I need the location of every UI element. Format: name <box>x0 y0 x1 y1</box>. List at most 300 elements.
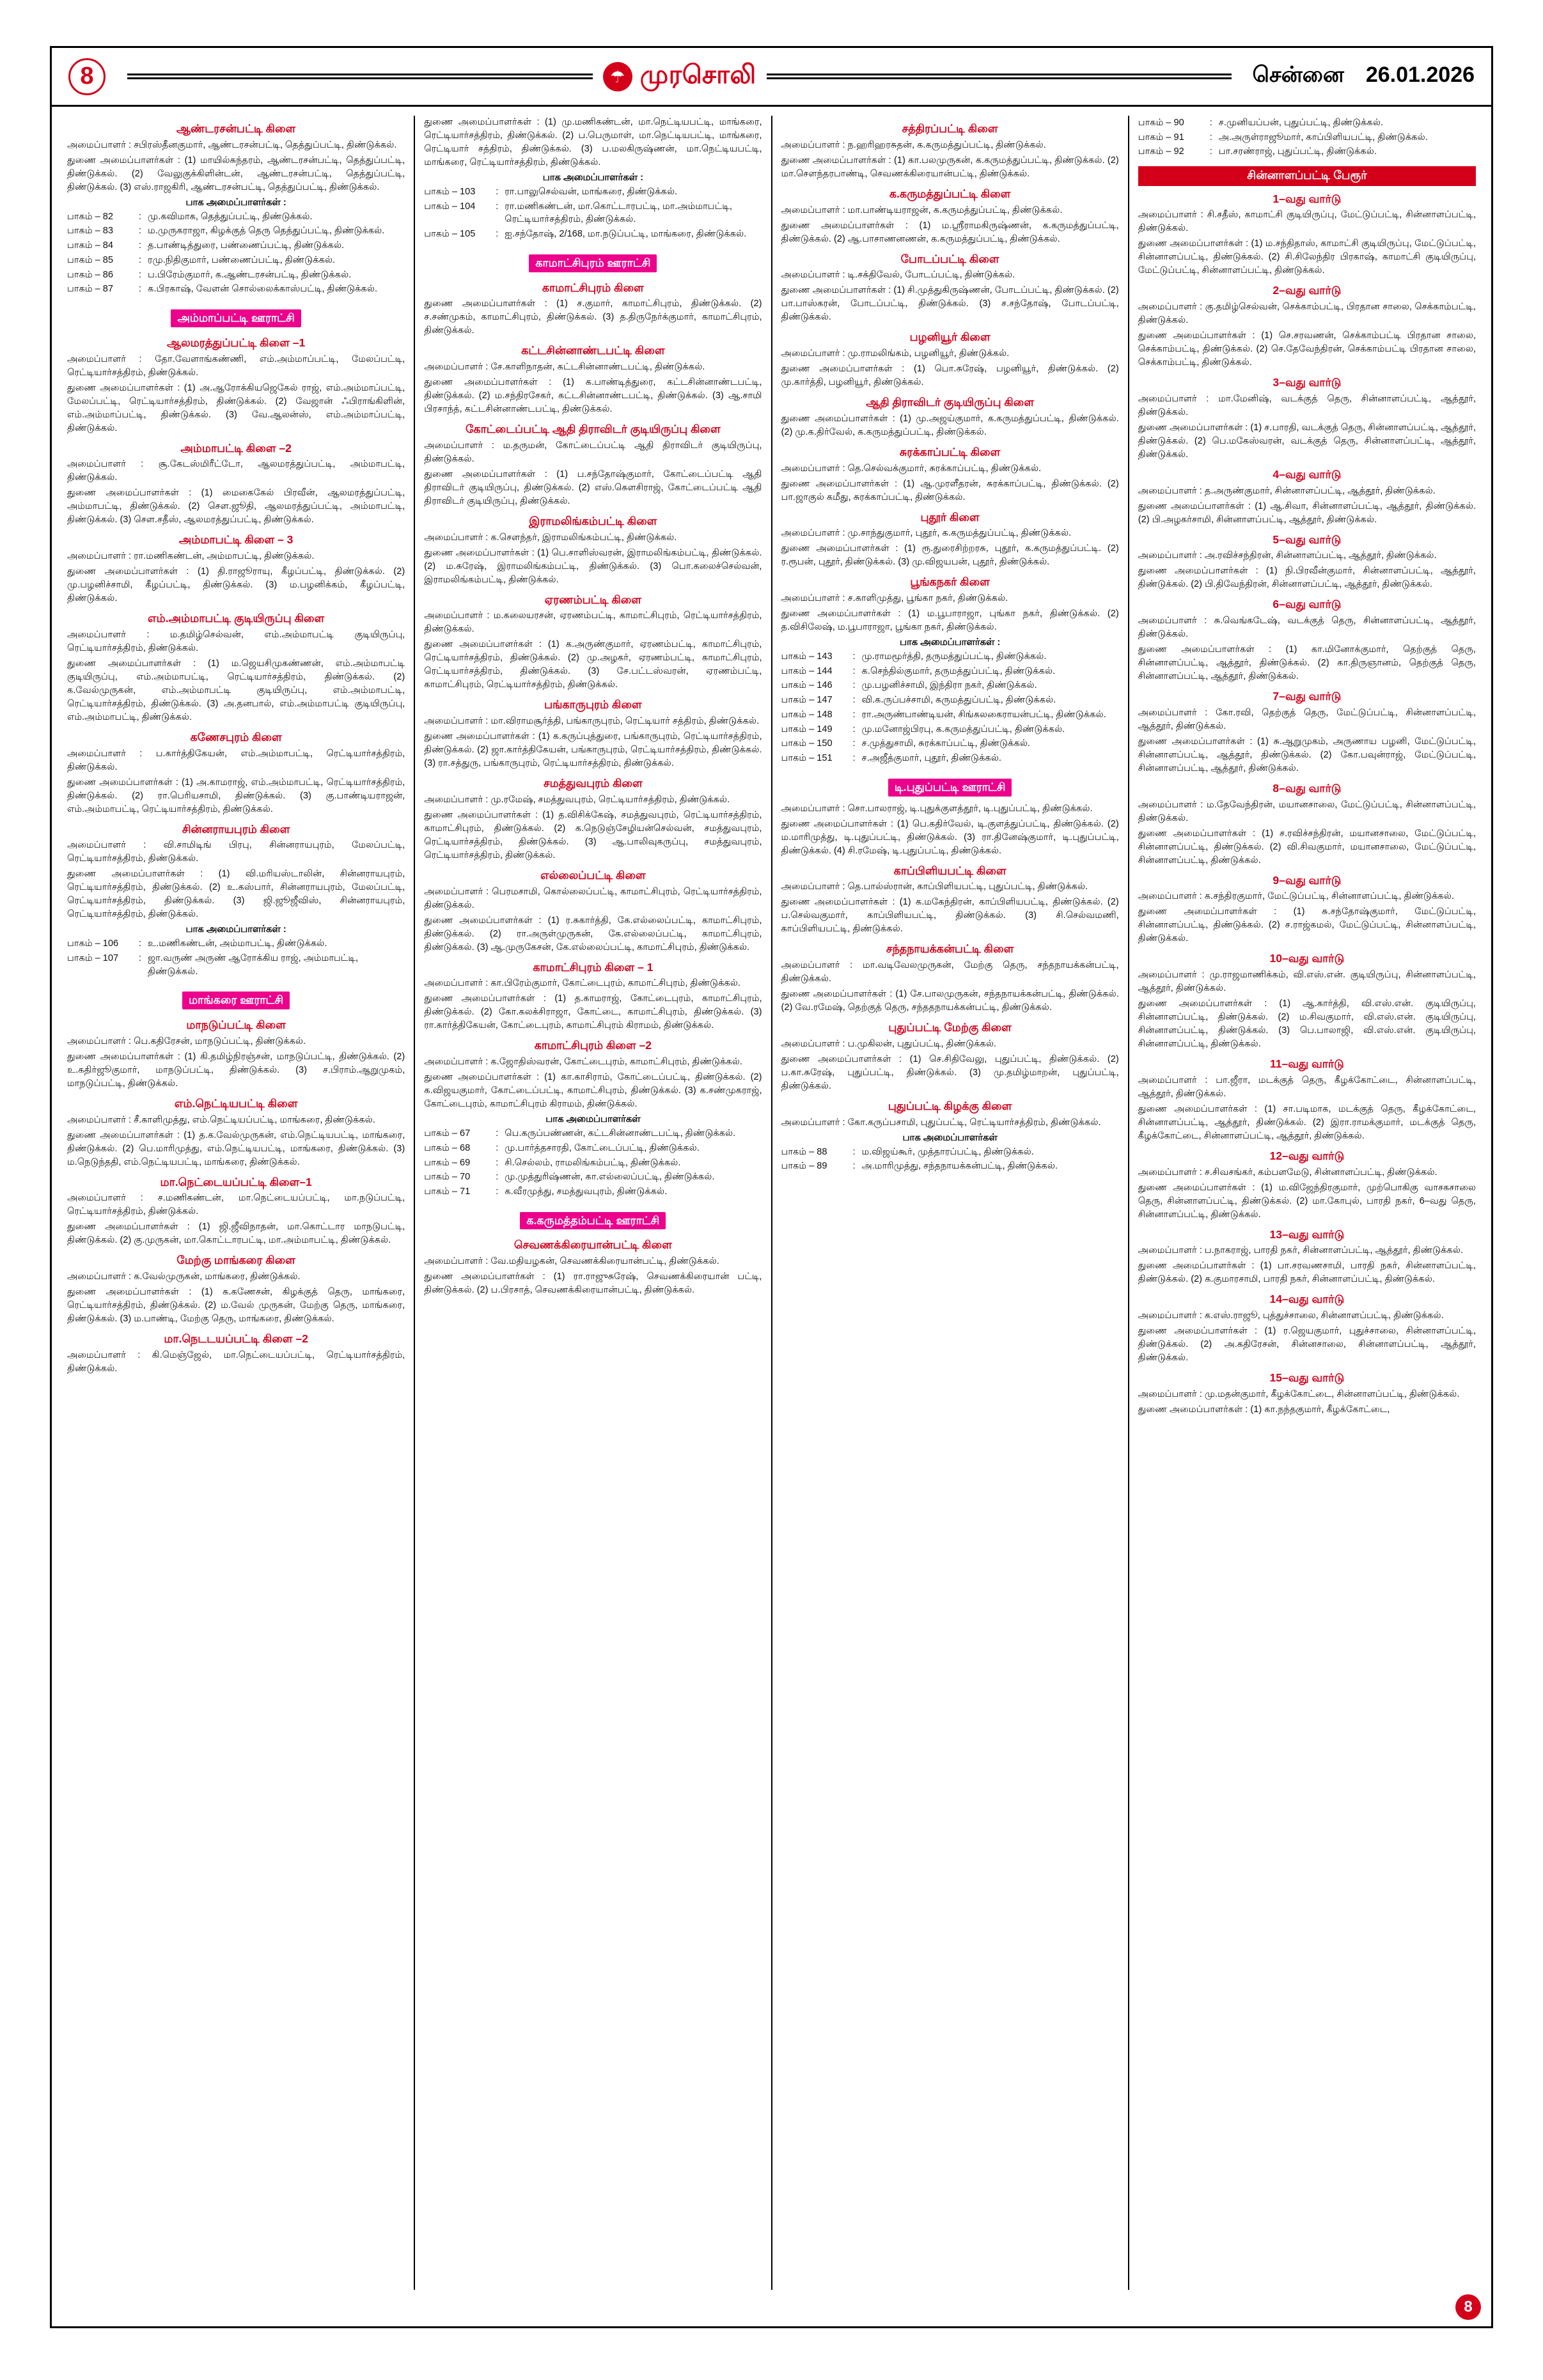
body-paragraph: அமைப்பாளர் : ம.கலையரசன், ஏரணம்பட்டி, காமாட்சிபுரம், ரெட்டியார்சத்திரம், திண்டுக்கல். <box>424 611 762 635</box>
edition-info <box>1252 63 1475 90</box>
table-row <box>424 1142 762 1156</box>
organiser-name-cell: மு.முத்துரிஷ்ணன், கா.எல்லைப்பட்டி, திண்டுக்கல். <box>505 1172 715 1183</box>
section-heading: சத்திரப்பட்டி கிளை <box>902 122 998 135</box>
colon-cell: : <box>139 211 142 222</box>
ward-number-cell: பாகம் – 87 <box>67 284 114 295</box>
body-paragraph: துணை அமைப்பாளர்கள் : (1) க.அருண்குமார், ஏரணம்பட்டி, காமாட்சிபுரம், ரெட்டியார்சத்திரம், திண்டுக்கல். (2) மு.அழகர், ஏரணம்பட்டி, காமாட்சிபுரம், ரெட்டியார்சத்திரம், திண்டுக்கல். (3) சே.பட்டஸ்வரன், ஏரணம்பட்டி, காமாட்சிபுரம், ரெட்டியார்சத்திரம், திண்டுக்கல். <box>424 639 762 690</box>
table-row <box>67 210 405 225</box>
colon-cell: : <box>852 680 856 691</box>
body-paragraph: அமைப்பாளர் : கா.பிரேம்குமார், கோட்டைபுரம், காமாட்சிபுரம், திண்டுக்கல். <box>424 978 740 989</box>
ward-number-cell: பாகம் – 83 <box>67 226 114 237</box>
masthead-rule-left <box>127 74 593 79</box>
organiser-name-cell: உ.மணிகண்டன், அம்மாபட்டி, திண்டுக்கல். <box>148 938 327 949</box>
section-heading: கோட்டைப்பட்டி ஆதி திராவிடர் குடியிருப்பு கிளை <box>465 423 721 436</box>
publication-title: முரசொலி <box>639 60 756 89</box>
section-heading: 3–வது வார்டு <box>1273 376 1342 389</box>
colon-cell: : <box>139 226 142 237</box>
body-paragraph: அமைப்பாளர் : கோ.ரவி, தெற்குத் தெரு, மேட்டுப்பட்டி, சின்னாளப்பட்டி, ஆத்தூர், திண்டுக்கல். <box>1138 707 1476 731</box>
table-row <box>1138 131 1476 146</box>
ward-organiser-table <box>424 1127 762 1200</box>
body-paragraph: அமைப்பாளர் : தெ.பால்ஸ்ரான், காப்பிளியபட்டி, புதுப்பட்டி, திண்டுக்கல். <box>781 882 1088 892</box>
body-paragraph: அமைப்பாளர் : தெ.செல்வக்குமார், சுரக்காப்பட்டி, திண்டுக்கல். <box>781 463 1042 474</box>
section-heading: புதுப்பட்டி கிழக்கு கிளை <box>888 1099 1012 1112</box>
organiser-name-cell: ப.பிரேம்குமார், க.ஆண்டரசன்பட்டி, திண்டுக்கல். <box>148 269 352 280</box>
body-paragraph: அமைப்பாளர் : சூ.கேடஸ்மிரீட்டோ, ஆலமரத்துப்பட்டி, அம்மாபட்டி, திண்டுக்கல். <box>67 459 405 483</box>
body-paragraph: அமைப்பாளர் : மு.சாந்துகுமார், புதூர், க.கருமத்துப்பட்டி, திண்டுக்கல். <box>781 528 1072 539</box>
body-paragraph: துணை அமைப்பாளர்கள் : (1) க.கருப்புத்துரை, பங்காருபுரம், ரெட்டியார்சத்திரம், திண்டுக்கல். (2) ஜா.கார்த்திகேயன், பங்காருபுரம், ரெட்டியார்சத்திரம், திண்டுக்கல். (3) ரா.சத்துரு, பங்காருபுரம், ரெட்டியார்சத்திரம், திண்டுக்கல். <box>424 731 762 769</box>
body-paragraph: துணை அமைப்பாளர்கள் : (1) க.கணேசன், கிழக்குத் தெரு, மாங்கரை, ரெட்டியார்சத்திரம், திண்டுக்கல். (2) ம.வேல் முருகன், மேற்கு தெரு, மாங்கரை, திண்டுக்கல். (3) ம.பாண்டி, மேற்கு தெரு, மாங்கரை, திண்டுக்கல். <box>67 1287 405 1325</box>
body-paragraph: அமைப்பாளர் : மு.ராஜமாணிக்கம், வி.எஸ்.என். குடியிருப்பு, சின்னாளப்பட்டி, ஆத்தூர், திண்டுக்கல். <box>1138 970 1476 994</box>
body-paragraph: அமைப்பாளர் : வே.மதியழகன், செவணக்கிரையான்பட்டி, திண்டுக்கல். <box>424 1256 719 1267</box>
panchayat-heading-wrap <box>424 1206 762 1233</box>
table-row <box>67 937 405 952</box>
masthead-rule-right <box>767 74 1232 79</box>
organiser-name-cell: மு.கவிமாக, தெத்துப்பட்டி, திண்டுக்கல். <box>148 211 313 222</box>
section-heading: 14–வது வார்டு <box>1269 1293 1345 1306</box>
table-row <box>67 224 405 239</box>
section-heading: 8–வது வார்டு <box>1273 781 1342 795</box>
body-paragraph: துணை அமைப்பாளர்கள் : (1) செ.சிதிவேலு, புதுப்பட்டி, திண்டுக்கல். (2) ப.கா.சுரேஷ், புதுப்பட்டி, திண்டுக்கல். (3) மு.தமிழ்மாறன், புதுப்பட்டி, திண்டுக்கல். <box>781 1054 1119 1091</box>
table-row <box>781 708 1119 723</box>
section-heading: பழனியூர் கிளை <box>909 331 991 344</box>
edition-city: சென்னை <box>1252 63 1344 87</box>
ward-number-cell: பாகம் – 150 <box>781 738 833 749</box>
table-row <box>1138 116 1476 131</box>
table-row <box>424 185 762 200</box>
section-heading: மாநடுப்பட்டி கிளை <box>186 1018 286 1032</box>
body-paragraph: துணை அமைப்பாளர்கள் : (1) செ.சரவணன், செக்காம்பட்டி பிரதான சாலை, செக்காம்பட்டி, திண்டுக்கல். (2) செ.தேவேந்திரன், செக்காம்பட்டி பிரதான சாலை, செக்காம்பட்டி, திண்டுக்கல். <box>1138 331 1476 368</box>
table-row <box>424 1171 762 1185</box>
body-paragraph: அமைப்பாளர் : சீ.காளிமுத்து, எம்.நெட்டியப்பட்டி, மாங்கரை, திண்டுக்கல். <box>67 1114 375 1125</box>
body-paragraph: அமைப்பாளர் : கி.மெஞ்ஜேல், மா.நெட்டையப்பட்டி, ரெட்டியார்சத்திரம், திண்டுக்கல். <box>67 1349 405 1374</box>
column-4 <box>1128 116 1485 2290</box>
colon-cell: : <box>852 724 856 735</box>
ward-number-cell: பாகம் – 92 <box>1138 146 1184 157</box>
organiser-name-cell: அ.மாரிமுத்து, சந்தநாயக்கன்பட்டி, திண்டுக்கல். <box>861 1161 1058 1172</box>
body-paragraph: துணை அமைப்பாளர்கள் : (1) மாயில்சுந்தரம், ஆண்டரசன்பட்டி, தெத்துப்பட்டி, திண்டுக்கல். (2) வேலுகுக்கிளின்டன், ஆண்டரசன்பட்டி, தெத்துப்பட்டி, திண்டுக்கல். (3) எஸ்.ராஜகிரி, ஆண்டரசன்பட்டி, தெத்துப்பட்டி, திண்டுக்கல். <box>67 155 405 192</box>
ward-organiser-table <box>67 210 405 297</box>
colon-cell: : <box>1209 146 1212 157</box>
table-row <box>424 1156 762 1171</box>
masthead <box>52 48 1491 107</box>
table-row <box>67 283 405 297</box>
body-paragraph: அமைப்பாளர் : சு.வெங்கடேஷ், வடக்குத் தெரு, சின்னாளப்பட்டி, ஆத்தூர், திண்டுக்கல். <box>1138 616 1476 640</box>
table-row <box>67 254 405 268</box>
body-paragraph: துணை அமைப்பாளர்கள் : (1) வி.மரியஸ்டாலின், சின்னராயபுரம், ரெட்டியார்சத்திரம், திண்டுக்கல். (2) உ.கஸ்பார், சின்னராயபுரம், மேலப்பட்டி, ரெட்டியார்சத்திரம், திண்டுக்கல். (3) ஜி.ஜூஜீவிஸ், சின்னராயபுரம், ரெட்டியார்சத்திரம், திண்டுக்கல். <box>67 869 405 920</box>
organiser-name-cell: மு.பார்த்தசாரதி, கோட்டைப்பட்டி, திண்டுக்கல். <box>505 1142 700 1153</box>
section-heading: 5–வது வார்டு <box>1273 533 1342 546</box>
colon-cell: : <box>496 1128 499 1139</box>
ward-number-cell: பாகம் – 86 <box>67 269 114 280</box>
body-paragraph: துணை அமைப்பாளர்கள் : (1) ச.பாரதி, வடக்குத் தெரு, சின்னாளப்பட்டி, ஆத்தூர், திண்டுக்கல். (2) பெ.மகேஸ்வரன், வடக்குத் தெரு, சின்னாளப்பட்டி, ஆத்தூர், திண்டுக்கல். <box>1138 422 1476 460</box>
body-paragraph: துணை அமைப்பாளர்கள் : (1) சே.பாலமுருகன், சந்தநாயக்கன்பட்டி, திண்டுக்கல். (2) வே.ரமேஷ், தெற்குத் தெரு, சந்ததநாயக்கன்பட்டி, திண்டுக்கல். <box>781 989 1119 1013</box>
organiser-name-cell: ஐ.சந்தோஷ், 2/168, மா.நடுப்பட்டி, மாங்கரை, திண்டுக்கல். <box>505 229 747 240</box>
organiser-name-cell: வி.க.ருப்பச்சாமி, கருமத்துப்பட்டி, திண்டுக்கல். <box>861 695 1056 706</box>
organiser-name-cell: ரா.மணிகண்டன், மா.கொட்டாரபட்டி, மா.அம்மாபட்டி, ரெட்டியார்சத்திரம், திண்டுக்கல். <box>505 201 732 225</box>
table-row <box>67 952 405 979</box>
colon-cell: : <box>139 240 142 251</box>
body-paragraph: துணை அமைப்பாளர்கள் : (1) கா.மினோக்குமார், தெற்குத் தெரு, சின்னாளப்பட்டி, ஆத்தூர், திண்டுக்கல். (2) கா.திருஞானம், தெற்குத் தெரு, சின்னாளப்பட்டி, ஆத்தூர், திண்டுக்கல். <box>1138 644 1476 682</box>
body-paragraph: அமைப்பாளர் : க.ஜோதிஸ்வரன், கோட்டைபுரம், காமாட்சிபுரம், திண்டுக்கல். <box>424 1057 742 1068</box>
footer-page-number: 8 <box>1455 2294 1481 2320</box>
ward-number-cell: பாகம் – 147 <box>781 695 833 706</box>
body-paragraph: துணை அமைப்பாளர்கள் : (1) த.காமராஜ், கோட்டைபுரம், காமாட்சிபுரம், திண்டுக்கல். (2) கோ.கலக்சிராஜா, கோட்டை, காமாட்சிபுரம், திண்டுக்கல். (3) ரா.கார்த்திகேயன், கோட்டைபுரம், காமாட்சிபுரம் கிராமம், திண்டுக்கல். <box>424 993 762 1031</box>
ward-number-cell: பாகம் – 144 <box>781 665 833 676</box>
body-paragraph: துணை அமைப்பாளர்கள் : (1) க.பாண்டித்துரை, கட்டசின்னாண்டபட்டி, திண்டுக்கல். (2) ம.சந்திரசேகர், கட்டசின்னாண்டபட்டி, திண்டுக்கல். (3) ஆ.சாமி பிரசாந்த், கட்டசின்னாண்டபட்டி, திண்டுக்கல். <box>424 377 762 415</box>
section-heading: ஏரணம்பட்டி கிளை <box>544 593 642 606</box>
section-heading: பங்காருபுரம் கிளை <box>544 698 642 712</box>
body-paragraph: அமைப்பாளர் : ச.காளிமுத்து, பூங்கா நகர், திண்டுக்கல். <box>781 593 1008 603</box>
ward-number-cell: பாகம் – 88 <box>781 1146 827 1157</box>
ward-number-cell: பாகம் – 71 <box>424 1186 471 1197</box>
organiser-name-cell: ம.முருகராஜா, கிழக்குத் தெரு தெத்துப்பட்டி, திண்டுக்கல். <box>148 226 385 237</box>
table-row <box>67 239 405 254</box>
organiser-name-cell: பா.சரண்ராஜ், புதுப்பட்டி, திண்டுக்கல். <box>1218 146 1377 157</box>
colon-cell: : <box>1209 118 1212 128</box>
organiser-name-cell: மு.ராமமூர்த்தி, தருமத்துப்பட்டி, திண்டுக்கல். <box>861 651 1047 662</box>
ward-number-cell: பாகம் – 149 <box>781 724 833 735</box>
body-paragraph: அமைப்பாளர் : ம.தேவேந்திரன், மயானசாலை, மேட்டுப்பட்டி, சின்னாளப்பட்டி, திண்டுக்கல். <box>1138 799 1476 823</box>
page-number-badge: 8 <box>68 58 106 95</box>
newspaper-page <box>50 46 1493 2328</box>
table-row <box>781 723 1119 738</box>
section-heading: 12–வது வார்டு <box>1269 1149 1345 1162</box>
section-heading: எம்.அம்மாபட்டி குடியிருப்பு கிளை <box>148 612 325 625</box>
colon-cell: : <box>852 1146 856 1157</box>
organiser-name-cell: மு.மனோஜ்பிரபு, க.கருமத்துப்பட்டி, திண்டுக்கல். <box>861 724 1065 735</box>
colon-cell: : <box>852 753 856 764</box>
ward-number-cell: பாகம் – 148 <box>781 709 833 720</box>
body-paragraph: துணை அமைப்பாளர்கள் : (1) நி.பிரவீன்குமார், சின்னாளப்பட்டி, ஆத்தூர், திண்டுக்கல். (2) பி.திவேந்திரன், சின்னாளப்பட்டி, ஆத்தூர், திண்டுக்கல். <box>1138 566 1476 590</box>
section-heading: புதுப்பட்டி மேற்கு கிளை <box>888 1021 1012 1034</box>
ward-number-cell: பாகம் – 90 <box>1138 118 1184 128</box>
panchayat-heading-wrap <box>781 773 1119 799</box>
body-paragraph: அமைப்பாளர் : மா.விராமசூர்த்தி, பங்காருபுரம், ரெட்டியார் சத்திரம், திண்டுக்கல். <box>424 716 760 727</box>
organiser-name-cell: ம.விஜய்கூர், முத்தாரப்பட்டி, திண்டுக்கல். <box>861 1146 1034 1157</box>
ward-number-cell: பாகம் – 146 <box>781 680 833 691</box>
body-paragraph: துணை அமைப்பாளர்கள் : (1) மைகைகேல் பிரவீன், ஆலமரத்துப்பட்டி, அம்மாபட்டி, திண்டுக்கல். (2) சௌ.ஜூதி, ஆலமரத்துப்பட்டி, அம்மாபட்டி, திண்டுக்கல். (3) சௌ.சதீஸ், ஆலமரத்துப்பட்டி, திண்டுக்கல். <box>67 488 405 525</box>
table-row <box>424 1185 762 1200</box>
section-heading: செவணக்கிரையான்பட்டி கிளை <box>513 1238 672 1252</box>
body-paragraph: துணை அமைப்பாளர்கள் : (1) க.மகேந்திரன், காப்பிளியபட்டி, திண்டுக்கல். (2) ப.செல்வகுமார், காப்பிளியபட்டி, திண்டுக்கல். (3) சி.செல்வமணி, காப்பிளியபட்டி, திண்டுக்கல். <box>781 897 1119 935</box>
body-paragraph: அமைப்பாளர் : கோ.கருப்பசாமி, புதுப்பட்டி, ரெட்டியார்சத்திரம், திண்டுக்கல். <box>781 1117 1101 1128</box>
body-paragraph: துணை அமைப்பாளர்கள் : (1) ச.குமார், காமாட்சிபுரம், திண்டுக்கல். (2) ச.சண்முகம், காமாட்சிபுரம், திண்டுக்கல். (3) த.திருநேர்க்குமார், காமாட்சிபுரம், திண்டுக்கல். <box>424 299 762 336</box>
ward-number-cell: பாகம் – 70 <box>424 1172 471 1183</box>
colon-cell: : <box>852 695 856 706</box>
organiser-name-cell: க.பிரகாஷ், வேளன் சொல்லைக்காஸ்பட்டி, திண்டுக்கல். <box>148 284 378 295</box>
body-paragraph: துணை அமைப்பாளர்கள் : (1) ஜி.ஜீவிநாதன், மா.கொட்டார மாநடுபட்டி, திண்டுக்கல். (2) கு.முருகன், மா.கொட்டாரபட்டி, மா.அம்மாபட்டி, திண்டுக்கல். <box>67 1222 405 1246</box>
section-heading: ஆதி திராவிடர் குடியிருப்பு கிளை <box>866 396 1035 408</box>
body-paragraph: அமைப்பாளர் : க.வேல்முருகன், மாங்கரை, திண்டுக்கல். <box>67 1272 301 1282</box>
subsection-heading: பாக அமைப்பாளர்கள் : <box>185 924 286 935</box>
ward-organiser-table <box>67 937 405 979</box>
body-paragraph: துணை அமைப்பாளர்கள் : (1) ம.சந்திதாஸ், காமாட்சி குடியிருப்பு, மேட்டுப்பட்டி, சின்னாளப்பட்டி, திண்டுக்கல். (2) சி.சிலேந்திர பிரகாஷ், காமாட்சி குடியிருப்பு, மேட்டுப்பட்டி, சின்னாளப்பட்டி, திண்டுக்கல். <box>1138 238 1476 276</box>
section-heading: சந்தநாயக்கன்பட்டி கிளை <box>886 942 1014 956</box>
colon-cell: : <box>1209 132 1212 143</box>
body-paragraph: அமைப்பாளர் : வி.சாமிடிங் பிரபு, சின்னராயபுரம், மேலப்பட்டி, ரெட்டியார்சத்திரம், திண்டுக்கல். <box>67 840 405 864</box>
body-paragraph: அமைப்பாளர் : ந.ஹரிஹரசுதன், க.கருமத்துப்பட்டி, திண்டுக்கல். <box>781 139 1046 150</box>
flame-icon: ☂ <box>603 62 632 91</box>
section-heading: பூங்கநகர் கிளை <box>910 575 990 589</box>
body-paragraph: துணை அமைப்பாளர்கள் : (1) த.க.வேல்முருகன், எம்.நெட்டியபட்டி, மாங்கரை, திண்டுக்கல். (2) பெ.மாரிமுத்து, எம்.நெட்டியபட்டி, மாங்கரை, திண்டுக்கல். (3) ம.நெடுந்ததி, எம்.நெட்டியபட்டி, மாங்கரை, திண்டுக்கல். <box>67 1130 405 1167</box>
subsection-heading: பாக அமைப்பாளர்கள் : <box>899 637 1001 648</box>
body-paragraph: துணை அமைப்பாளர்கள் : (1) சி.முத்துகிருஷ்ணன், போடப்பட்டி, திண்டுக்கல். (2) பா.பாஸ்கரன், போடப்பட்டி, திண்டுக்கல். (3) ச.சந்தோஷ், போடப்பட்டி, திண்டுக்கல். <box>781 285 1119 323</box>
colon-cell: : <box>496 1172 499 1183</box>
panchayat-heading: டி.புதுப்பட்டி ஊராட்சி <box>888 779 1012 797</box>
body-paragraph: அமைப்பாளர் : சபிரஸ்தீனகுமார், ஆண்டரசன்பட்டி, தெத்துப்பட்டி, திண்டுக்கல். <box>67 139 397 150</box>
organiser-name-cell: ரா.அருண்பாண்டியன், சிங்கலகைராயன்பட்டி, திண்டுக்கல். <box>861 709 1106 720</box>
colon-cell: : <box>852 738 856 749</box>
section-heading: புதூர் கிளை <box>920 510 980 524</box>
edition-date: 26.01.2026 <box>1365 63 1475 87</box>
ward-number-cell: பாகம் – 68 <box>424 1142 471 1153</box>
organiser-name-cell: ஜா.வருண் அருண் ஆரோக்கிய ராஜ், அம்மாபட்டி, திண்டுக்கல். <box>148 953 359 977</box>
body-paragraph: துணை அமைப்பாளர்கள் : (1) கா.நந்தகுமார், கீழக்கோட்டை, <box>1138 1404 1390 1415</box>
body-paragraph: துணை அமைப்பாளர்கள் : (1) ச.ரவிச்சந்திரன், மயானசாலை, மேட்டுப்பட்டி, சின்னாளப்பட்டி, திண்டுக்கல். (2) வி.சிவகுமார், மயானசாலை, மேட்டுப்பட்டி, சின்னாளப்பட்டி, திண்டுக்கல். <box>1138 828 1476 866</box>
body-paragraph: அமைப்பாளர் : சொ.பாலராஜ், டி.புதுக்குளத்தூர், டி.புதுப்பட்டி, திண்டுக்கல். <box>781 803 1093 814</box>
ward-number-cell: பாகம் – 106 <box>67 938 119 949</box>
subsection-heading: பாக அமைப்பாளர்கள் <box>545 1114 641 1125</box>
table-row <box>424 1127 762 1142</box>
organiser-name-cell: த.பாண்டித்துரை, பண்ணைப்பட்டி, திண்டுக்கல். <box>148 240 345 251</box>
panchayat-heading: மாங்கரை ஊராட்சி <box>182 992 290 1009</box>
ward-number-cell: பாகம் – 104 <box>424 201 476 212</box>
organiser-name-cell: க.வீரமுத்து, சமத்துவபுரம், திண்டுக்கல். <box>505 1186 668 1197</box>
panchayat-heading: க.கருமத்தம்பட்டி ஊராட்சி <box>520 1212 666 1230</box>
body-paragraph: அமைப்பாளர் : அ.ரவிச்சந்திரன், சின்னாளப்பட்டி, ஆத்தூர், திண்டுக்கல். <box>1138 550 1437 561</box>
section-heading: கணேசபுரம் கிளை <box>190 730 282 743</box>
section-heading: அம்மாபட்டி கிளை – 3 <box>178 533 294 547</box>
body-paragraph: அமைப்பாளர் : ப.முகிலன், புதுப்பட்டி, திண்டுக்கல். <box>781 1038 996 1049</box>
section-heading: கட்டசின்னாண்டபட்டி கிளை <box>521 344 665 357</box>
section-heading: எல்லைப்பட்டி கிளை <box>540 868 646 882</box>
body-paragraph: அமைப்பாளர் : மா.மேனிஷ், வடக்குத் தெரு, சின்னாளப்பட்டி, ஆத்தூர், திண்டுக்கல். <box>1138 393 1476 417</box>
body-paragraph: துணை அமைப்பாளர்கள் : (1) ம.விஜேந்திரகுமார், முற்பொகிகு வாசகசாலை தெரு, சின்னாளப்பட்டி, திண்டுக்கல். (2) மா.கோபுல், பாரதி நகர், 6–வது தெரு, சின்னாளப்பட்டி, திண்டுக்கல். <box>1138 1182 1476 1220</box>
section-heading: அம்மாபட்டி கிளை –2 <box>180 441 292 455</box>
body-paragraph: துணை அமைப்பாளர்கள் : (1) ம.ஜெயசிமுகண்ணன், எம்.அம்மாபட்டி குடியிருப்பு, எம்.அம்மாபட்டி, ரெட்டியார்சத்திரம், திண்டுக்கல். (2) க.வேல்முருகன், எம்.அம்மாபட்டி குடியிருப்பு, எம்.அம்மாபட்டி, ரெட்டியார்சத்திரம், திண்டுக்கல். (3) அ.தனபால், எம்.அம்மாபட்டி குடியிருப்பு, எம்.அம்மாபட்டி, திண்டுக்கல். <box>67 658 405 722</box>
section-heading: காமாட்சிபுரம் கிளை <box>542 281 644 294</box>
table-row <box>781 650 1119 665</box>
colon-cell: : <box>852 709 856 720</box>
body-paragraph: அமைப்பாளர் : தோ.வேளாங்கண்ணி, எம்.அம்மாப்பட்டி, மேலப்பட்டி, ரெட்டியார்சத்திரம், திண்டுக்கல். <box>67 354 405 378</box>
body-paragraph: அமைப்பாளர் : ச.மணிகண்டன், மா.நெட்டையப்பட்டி, மா.நடுப்பட்டி, ரெட்டியார்சத்திரம், திண்டுக்கல். <box>67 1193 405 1217</box>
body-paragraph: துணை அமைப்பாளர்கள் : (1) அ.ஆரோக்கியஜெகேல் ராஜ், எம்.அம்மாப்பட்டி, மேலப்பட்டி, ரெட்டியார்சத்திரம், திண்டுக்கல். (2) வேஜான் ஃபிராங்கிளின், எம்.அம்மாப்பட்டி, திண்டுக்கல். (3) வே.ஆலன்ஸ், எம்.அம்மாப்பட்டி, திண்டுக்கல். <box>67 382 405 433</box>
ward-number-cell: பாகம் – 69 <box>424 1157 471 1168</box>
columns-container <box>52 107 1491 2296</box>
ward-number-cell: பாகம் – 151 <box>781 753 833 764</box>
section-heading: போடப்பட்டி கிளை <box>900 252 999 265</box>
colon-cell: : <box>852 665 856 676</box>
body-paragraph: துணை அமைப்பாளர்கள் : (1) பெ.சாளிஸ்வரன், இராமலிங்கம்பட்டி, திண்டுக்கல். (2) ம.சுரேஷ், இராமலிங்கம்பட்டி, திண்டுக்கல். (3) பொ.கலைச்செல்வன், இராமலிங்கம்பட்டி, திண்டுக்கல். <box>424 547 762 585</box>
section-heading: 10–வது வார்டு <box>1269 952 1345 965</box>
table-row <box>781 752 1119 766</box>
organiser-name-cell: ரா.பாலுசெல்வன், மாங்கரை, திண்டுக்கல். <box>505 187 678 197</box>
section-heading: க.கருமத்துப்பட்டி கிளை <box>889 187 1011 200</box>
body-paragraph: அமைப்பாளர் : க.சந்திரகுமார், மேட்டுப்பட்டி, சின்னாளப்பட்டி, திண்டுக்கல். <box>1138 891 1454 902</box>
town-heading-band: சின்னாளப்பட்டி பேரூர் <box>1138 166 1476 185</box>
body-paragraph: துணை அமைப்பாளர்கள் : (1) மு.மணிகண்டன், மா.நெட்டியபட்டி, மாங்கரை, ரெட்டியார்சத்திரம், திண்டுக்கல். (2) ப.பெருமாள், மா.நெட்டியபட்டி, மாங்கரை, ரெட்டியார் சத்திரம், திண்டுக்கல். (3) ப.மலகிருஷ்ணன், மா.நெட்டியபட்டி, மாங்கரை, ரெட்டியார்சத்திரம், திண்டுக்கல். <box>424 117 762 167</box>
section-heading: 9–வது வார்டு <box>1273 873 1342 887</box>
table-row <box>67 268 405 283</box>
publication-logo <box>603 61 756 93</box>
organiser-name-cell: ச.அஜீத்குமார், புதூர், திண்டுக்கல். <box>861 753 1001 764</box>
colon-cell: : <box>496 1157 499 1168</box>
body-paragraph: துணை அமைப்பாளர்கள் : (1) சு.சந்தோஷ்குமார், மேட்டுப்பட்டி, சின்னாளப்பட்டி, திண்டுக்கல். (2) ச.ராஜ்கமல், மேட்டுப்பட்டி, சின்னாளப்பட்டி, திண்டுக்கல். <box>1138 906 1476 944</box>
ward-number-cell: பாகம் – 107 <box>67 953 119 964</box>
body-paragraph: அமைப்பாளர் : பெரமசாமி, கொல்லைப்பட்டி, காமாட்சிபுரம், ரெட்டியார்சத்திரம், திண்டுக்கல். <box>424 886 762 910</box>
colon-cell: : <box>139 938 142 949</box>
body-paragraph: துணை அமைப்பாளர்கள் : (1) அ.காமராஜ், எம்.அம்மாபட்டி, ரெட்டியார்சத்திரம், திண்டுக்கல். (2) ரா.பெரியசாமி, திண்டுக்கல். (3) கு.பாண்டியராஜன், எம்.அம்மாபட்டி, ரெட்டியார்சத்திரம், திண்டுக்கல். <box>67 777 405 814</box>
body-paragraph: துணை அமைப்பாளர்கள் : (1) ரா.ராஜுசுரேஷ், செவணக்கிரையான் பட்டி, திண்டுக்கல். (2) ப.பிரசாத், செவணக்கிரையான்பட்டி, திண்டுக்கல். <box>424 1272 762 1296</box>
panchayat-heading: காமாட்சிபுரம் ஊராட்சி <box>529 254 657 272</box>
colon-cell: : <box>139 953 142 964</box>
table-row <box>424 200 762 228</box>
body-paragraph: துணை அமைப்பாளர்கள் : (1) சா.படிமாக, மடக்குத் தெரு, கீழக்கோட்டை, சின்னாளப்பட்டி, ஆத்தூர், திண்டுக்கல். (2) இரா.ராமக்குமார், மடக்குத் தெரு, கீழக்கோட்டை, சின்னாளப்பட்டி, ஆத்தூர், திண்டுக்கல். <box>1138 1103 1476 1141</box>
ward-number-cell: பாகம் – 82 <box>67 211 114 222</box>
body-paragraph: துணை அமைப்பாளர்கள் : (1) த.விசிக்கேஷ், சமத்துவபுரம், ரெட்டியார்சத்திரம், காமாட்சிபுரம், திண்டுக்கல். (2) க.நெடுஞ்சேழியன்செல்வன், சமத்துவபுரம், ரெட்டியார்சத்திரம், திண்டுக்கல். (3) ஆ.பாலிவுகருப்பு, சமத்துவபுரம், ரெட்டியார்சத்திரம், திண்டுக்கல். <box>424 809 762 860</box>
colon-cell: : <box>139 284 142 295</box>
table-row <box>781 665 1119 680</box>
body-paragraph: துணை அமைப்பாளர்கள் : (1) ஆ.சிவா, சின்னாளப்பட்டி, ஆத்தூர், திண்டுக்கல். (2) பி.அழகர்சாமி, சின்னாளப்பட்டி, ஆத்தூர், திண்டுக்கல். <box>1138 501 1476 525</box>
organiser-name-cell: மு.பழனிச்சாமி, இந்திரா நகர், திண்டுக்கல். <box>861 680 1037 691</box>
organiser-name-cell: ச.முனியப்பன், புதுப்பட்டி, திண்டுக்கல். <box>1218 118 1384 128</box>
body-paragraph: துணை அமைப்பாளர்கள் : (1) தி.ராஜூராயு, கீழப்பட்டி, திண்டுக்கல். (2) மு.பழனிச்சாமி, கீழப்பட்டி, திண்டுக்கல். (3) ம.பழனிக்கம், கீழப்பட்டி, திண்டுக்கல். <box>67 566 405 604</box>
section-heading: 4–வது வார்டு <box>1273 467 1342 481</box>
body-paragraph: அமைப்பாளர் : மா.பாண்டியராஜன், க.கருமத்துப்பட்டி, திண்டுக்கல். <box>781 205 1063 215</box>
body-paragraph: துணை அமைப்பாளர்கள் : (1) கா.பலமுருகன், க.கருமத்துப்பட்டி, திண்டுக்கல். (2) மா.சௌந்தரபாண்டி, செவணக்கிரையான்பட்டி, திண்டுக்கல். <box>781 155 1119 179</box>
colon-cell: : <box>139 254 142 265</box>
section-heading: 1–வது வார்டு <box>1273 192 1342 205</box>
colon-cell: : <box>852 651 856 662</box>
body-paragraph: அமைப்பாளர் : பா.ஜீரா, மடக்குத் தெரு, கீழக்கோட்டை, சின்னாளப்பட்டி, ஆத்தூர், திண்டுக்கல். <box>1138 1075 1476 1099</box>
organiser-name-cell: க.செந்தில்குமார், தருமத்துப்பட்டி, திண்டுக்கல். <box>861 665 1056 676</box>
section-heading: 6–வது வார்டு <box>1273 598 1342 611</box>
body-paragraph: அமைப்பாளர் : கு.தமிழ்செல்வன், செக்காம்பட்டி, பிரதான சாலை, செக்காம்பட்டி, திண்டுக்கல். <box>1138 302 1476 326</box>
body-paragraph: துணை அமைப்பாளர்கள் : (1) ஆ.முரளீதரன், சுரக்காப்பட்டி, திண்டுக்கல். (2) பா.ஜாகுல் கமீது, சுரக்காப்பட்டி, திண்டுக்கல். <box>781 478 1119 502</box>
body-paragraph: அமைப்பாளர் : டி.சக்திவேல், போடப்பட்டி, திண்டுக்கல். <box>781 270 1015 281</box>
ward-organiser-table <box>781 650 1119 766</box>
body-paragraph: துணை அமைப்பாளர்கள் : (1) ரூ.துரைசிற்றரசு, புதூர், க.கருமத்துப்பட்டி. (2) ர.ரூபன், புதூர், திண்டுக்கல். (3) மு.விஜயபன், புதூர், திண்டுக்கல். <box>781 543 1119 568</box>
body-paragraph: துணை அமைப்பாளர்கள் : (1) ப.சந்தோஷ்குமார், கோட்டைப்பட்டி ஆதி திராவிடர் குடியிருப்பு, திண்டுக்கல். (2) எஸ்.கௌசிராஜ், கோட்டைப்பட்டி ஆதி திராவிடர் குடியிருப்பு, திண்டுக்கல். <box>424 469 762 506</box>
body-paragraph: அமைப்பாளர் : மு.ராமலிங்கம், பழனியூர், திண்டுக்கல். <box>781 348 1010 359</box>
colon-cell: : <box>852 1161 856 1172</box>
table-row <box>424 228 762 242</box>
section-heading: காமாட்சிபுரம் கிளை –2 <box>534 1039 652 1052</box>
section-heading: 11–வது வார்டு <box>1270 1057 1344 1071</box>
body-paragraph: துணை அமைப்பாளர்கள் : (1) பொ.சுரேஷ், பழனியூர், திண்டுக்கல். (2) மு.கார்த்தி, பழனியூர், திண்டுக்கல். <box>781 364 1119 387</box>
table-row <box>781 1146 1119 1160</box>
body-paragraph: அமைப்பாளர் : சி.சதீஸ், காமாட்சி குடியிருப்பு, மேட்டுப்பட்டி, சின்னாளப்பட்டி, திண்டுக்கல். <box>1138 210 1476 234</box>
body-paragraph: அமைப்பாளர் : ப.நாகராஜ், பாரதி நகர், சின்னாளப்பட்டி, ஆத்தூர், திண்டுக்கல். <box>1138 1245 1464 1256</box>
body-paragraph: துணை அமைப்பாளர்கள் : (1) சு.ஆறுமுகம், அருணாய பழனி, மேட்டுப்பட்டி, சின்னாளப்பட்டி, ஆத்தூர், திண்டுக்கல். (2) கோ.பவுன்ராஜ், மேட்டுப்பட்டி, சின்னாளப்பட்டி, ஆத்தூர், திண்டுக்கல். <box>1138 736 1476 774</box>
column-1 <box>58 116 414 2290</box>
section-heading: சுரக்காப்பட்டி கிளை <box>899 445 1001 458</box>
organiser-name-cell: ச.முத்துசாமி, சுரக்காப்பட்டி, திண்டுக்கல். <box>861 738 1030 749</box>
colon-cell: : <box>496 201 499 212</box>
subsection-heading: பாக அமைப்பாளர்கள் <box>902 1132 998 1143</box>
body-paragraph: அமைப்பாளர் : க.சௌந்தர், இராமலிங்கம்பட்டி, திண்டுக்கல். <box>424 532 677 543</box>
panchayat-heading: அம்மாப்பட்டி ஊராட்சி <box>171 309 301 327</box>
body-paragraph: துணை அமைப்பாளர்கள் : (1) கி.தமிழ்நிரஞ்சன், மாநடுப்பட்டி, திண்டுக்கல். (2) உ.கதிர்ஜூகுமார், மாநடுப்பட்டி, திண்டுக்கல். (3) ச.பிராம்.ஆறுமுகம், மாநடுப்பட்டி, திண்டுக்கல். <box>67 1051 405 1089</box>
ward-organiser-table <box>1138 116 1476 160</box>
body-paragraph: அமைப்பாளர் : மு.ரமேஷ், சமத்துவபுரம், ரெட்டியார்சத்திரம், திண்டுக்கல். <box>424 794 730 805</box>
body-paragraph: துணை அமைப்பாளர்கள் : (1) ஆ.கார்த்தி, வி.எஸ்.என். குடியிருப்பு, சின்னாளப்பட்டி, திண்டுக்கல். (2) ம.சிவகுமார், வி.எஸ்.என். குடியிருப்பு, சின்னாளப்பட்டி, திண்டுக்கல். (3) பெ.பாலாஜி, வி.எஸ்.என். குடியிருப்பு, சின்னாளப்பட்டி, திண்டுக்கல். <box>1138 999 1476 1050</box>
table-row <box>781 679 1119 694</box>
table-row <box>1138 145 1476 160</box>
section-heading: மா.நெடடயப்பட்டி கிளை –2 <box>164 1332 308 1346</box>
ward-number-cell: பாகம் – 105 <box>424 229 476 240</box>
ward-number-cell: பாகம் – 84 <box>67 240 114 251</box>
section-heading: எம்.நெட்டியபட்டி கிளை <box>174 1096 298 1110</box>
panchayat-heading-wrap <box>424 249 762 275</box>
body-paragraph: அமைப்பாளர் : மு.மதன்குமார், கீழக்கோட்டை, சின்னாளப்பட்டி, திண்டுக்கல். <box>1138 1388 1460 1399</box>
body-paragraph: துணை அமைப்பாளர்கள் : (1) ம.பூபாராஜா, புங்கா நகர், திண்டுக்கல். (2) த.விசிலேஷ், ம.பூபாராஜா, பூங்கா நகர், திண்டுக்கல். <box>781 609 1119 632</box>
section-heading: 7–வது வார்டு <box>1273 690 1342 703</box>
table-row <box>781 1160 1119 1174</box>
section-heading: மேற்கு மாங்கரை கிளை <box>176 1254 295 1267</box>
column-3 <box>771 116 1128 2290</box>
ward-number-cell: பாகம் – 143 <box>781 651 833 662</box>
body-paragraph: துணை அமைப்பாளர்கள் : (1) பா.சரவணசாமி, பாரதி நகர், சின்னாளப்பட்டி, திண்டுக்கல். (2) க.குமாரசாமி, பாரதி நகர், சின்னாளப்பட்டி, திண்டுக்கல். <box>1138 1261 1476 1285</box>
ward-number-cell: பாகம் – 91 <box>1138 132 1184 143</box>
body-paragraph: துணை அமைப்பாளர்கள் : (1) ர.ஜெயகுமார், புதுச்சாலை, சின்னாளப்பட்டி, திண்டுக்கல். (2) அ.கதிரேசன், சின்னசாலை, சின்னாளப்பட்டி, ஆத்தூர், திண்டுக்கல். <box>1138 1326 1476 1364</box>
section-heading: இராமலிங்கம்பட்டி கிளை <box>529 514 657 527</box>
ward-number-cell: பாகம் – 85 <box>67 254 114 265</box>
table-row <box>781 694 1119 708</box>
ward-number-cell: பாகம் – 67 <box>424 1128 471 1139</box>
body-paragraph: அமைப்பாளர் : சே.காளிநாதன், கட்டசின்னாண்டபட்டி, திண்டுக்கல். <box>424 362 705 373</box>
colon-cell: : <box>496 229 499 240</box>
body-paragraph: அமைப்பாளர் : ப.கார்த்திகேயன், எம்.அம்மாபட்டி, ரெட்டியார்சத்திரம், திண்டுக்கல். <box>67 748 405 772</box>
section-heading: ஆலமரத்துப்பட்டி கிளை –1 <box>167 336 306 349</box>
body-paragraph: துணை அமைப்பாளர்கள் : (1) கா.காசிராம், கோட்டைப்பட்டி, திண்டுக்கல். (2) க.விஜயகுமார், கோட்டைப்பட்டி, காமாட்சிபுரம், திண்டுக்கல். (3) க.சண்முகராஜ், கோட்டைபுரம், காமாட்சிபுரம் கிராமம், திண்டுக்கல். <box>424 1072 762 1110</box>
section-heading: காமாட்சிபுரம் கிளை – 1 <box>533 960 654 974</box>
body-paragraph: அமைப்பாளர் : க.எஸ்.ராஜூ, புத்துச்சாலை, சின்னாளப்பட்டி, திண்டுக்கல். <box>1138 1311 1444 1321</box>
organiser-name-cell: பெ.கருப்பண்ணன், கட்டசின்னாண்டபட்டி, திண்டுக்கல். <box>505 1128 736 1139</box>
subsection-heading: பாக அமைப்பாளர்கள் : <box>185 197 286 208</box>
body-paragraph: அமைப்பாளர் : த.அருண்குமார், சின்னாளப்பட்டி, ஆத்தூர், திண்டுக்கல். <box>1138 485 1436 496</box>
column-2 <box>414 116 771 2290</box>
colon-cell: : <box>496 187 499 197</box>
section-heading: 15–வது வார்டு <box>1269 1371 1345 1385</box>
section-heading: 2–வது வார்டு <box>1273 284 1342 297</box>
section-heading: ஆண்டரசன்பட்டி கிளை <box>176 122 296 135</box>
body-paragraph: அமைப்பாளர் : ச.சிவசங்கர், கம்பளமேடு, சின்னாளப்பட்டி, திண்டுக்கல். <box>1138 1167 1437 1178</box>
ward-number-cell: பாகம் – 103 <box>424 187 476 197</box>
colon-cell: : <box>496 1142 499 1153</box>
panchayat-heading-wrap <box>67 986 405 1012</box>
section-heading: காப்பிளியபட்டி கிளை <box>893 864 1006 877</box>
body-paragraph: அமைப்பாளர் : பெ.கதிரேசன், மாநடுப்பட்டி, திண்டுக்கல். <box>67 1036 306 1046</box>
body-paragraph: அமைப்பாளர் : ரா.மணிகண்டன், அம்மாபட்டி, திண்டுக்கல். <box>67 551 315 562</box>
section-heading: மா.நெட்டையப்பட்டி கிளை–1 <box>160 1175 312 1188</box>
body-paragraph: துணை அமைப்பாளர்கள் : (1) ம.ஸ்ரீராமகிருஷ்ணன், க.கருமத்துப்பட்டி, திண்டுக்கல். (2) ஆ.பாசாணனணன், க.கருமத்துப்பட்டி, திண்டுக்கல். <box>781 220 1119 244</box>
body-paragraph: அமைப்பாளர் : மா.வடிவேலமுருகன், மேற்கு தெரு, சந்தநாயக்கன்பட்டி, திண்டுக்கல். <box>781 960 1119 984</box>
ward-organiser-table <box>424 185 762 242</box>
ward-number-cell: பாகம் – 89 <box>781 1161 827 1172</box>
panchayat-heading-wrap <box>67 304 405 330</box>
organiser-name-cell: அ.அருள்ராஜூமார், காப்பிளியபட்டி, திண்டுக்கல். <box>1218 132 1428 143</box>
body-paragraph: துணை அமைப்பாளர்கள் : (1) மு.அஜய்குமார், க.கருமத்துப்பட்டி, திண்டுக்கல். (2) மு.க.திர்வேல், க.கருமத்துப்பட்டி, திண்டுக்கல். <box>781 413 1119 437</box>
section-heading: சமத்துவபுரம் கிளை <box>543 777 643 790</box>
organiser-name-cell: ரமு.நிதிகுமார், பண்ணைப்பட்டி, திண்டுக்கல். <box>148 254 336 265</box>
body-paragraph: துணை அமைப்பாளர்கள் : (1) பெ.கதிர்வேல், டி.குளத்துப்பட்டி, திண்டுக்கல். (2) ம.மாரிமுத்து, டி.புதுப்பட்டி, திண்டுக்கல். (3) ரா.தினேஷ்குமார், டி.புதுப்பட்டி, திண்டுக்கல். (4) சி.ரமேஷ், டி.புதுப்பட்டி, திண்டுக்கல். <box>781 818 1119 856</box>
body-paragraph: துணை அமைப்பாளர்கள் : (1) ர.சுகார்த்தி, கே.எல்லைப்பட்டி, காமாட்சிபுரம், திண்டுக்கல். (2) ரா.அருள்முருகன், கே.எல்லைப்பட்டி, காமாட்சிபுரம், திண்டுக்கல். (3) ஆ.முருகேசன், கே.எல்லைப்பட்டி, காமாட்சிபுரம், திண்டுக்கல். <box>424 915 762 953</box>
section-heading: சின்னராயபுரம் கிளை <box>182 822 290 836</box>
section-heading: 13–வது வார்டு <box>1269 1227 1345 1241</box>
organiser-name-cell: சி.செல்லம், ராமலிங்கம்பட்டி, திண்டுக்கல். <box>505 1157 681 1168</box>
body-paragraph: அமைப்பாளர் : ம.தருமன், கோட்டைப்பட்டி ஆதி திராவிடர் குடியிருப்பு, திண்டுக்கல். <box>424 440 762 464</box>
